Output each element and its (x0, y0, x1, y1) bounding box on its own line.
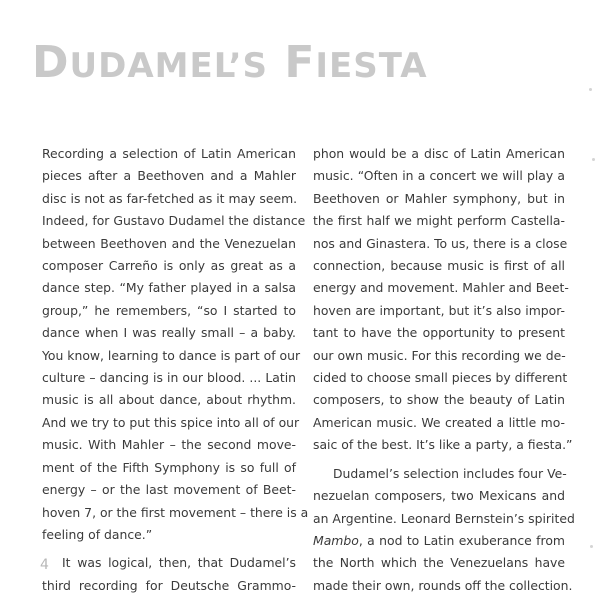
body-line: composers, to show the beauty of Latin (313, 392, 565, 408)
title-word-1-initial: D (32, 37, 70, 88)
scan-speck (592, 158, 595, 161)
body-line: disc is not as far-fetched as it may seem. (42, 190, 298, 206)
body-line: energy – or the last movement of Beet- (42, 482, 296, 498)
body-line: It was logical, then, that Dudamel’s (62, 555, 296, 571)
body-line (313, 530, 565, 552)
body-line: music. With Mahler – the second move- (42, 437, 296, 453)
body-line: dance when I was really small – a baby. (42, 325, 296, 341)
title-word-2-initial: F (284, 37, 316, 88)
body-line: Indeed, for Gustavo Dudamel the distance (42, 213, 306, 229)
body-line: between Beethoven and the Venezuelan (42, 235, 296, 251)
body-line: And we try to put this spice into all of our (42, 414, 300, 430)
body-line: energy and movement. Mahler and Beet- (313, 280, 569, 296)
body-line: ment of the Fifth Symphony is so full of (42, 459, 296, 475)
body-line-rest: , a nod to Latin exuberance from (358, 532, 565, 548)
body-line: You know, learning to dance is part of our (42, 347, 301, 363)
body-line: music is all about dance, about rhythm. (42, 392, 296, 408)
body-line: culture – dancing is in our blood. ... Latin (42, 370, 296, 386)
body-line: group,” he remembers, “so I started to (42, 302, 296, 318)
body-line: the North which the Venezuelans have (313, 555, 565, 571)
body-line: nos and Ginastera. To us, there is a close (313, 235, 568, 251)
body-line: phon would be a disc of Latin American (313, 146, 565, 161)
scan-speck (589, 88, 592, 91)
body-line: our own music. For this recording we de- (313, 347, 566, 363)
body-line: connection, because music is first of all (313, 258, 565, 274)
right-column (313, 143, 575, 597)
body-line: the first half we might perform Castella- (313, 213, 565, 229)
body-line: saic of the best. It’s like a party, a fiesta.” (313, 437, 573, 453)
page-title (32, 38, 572, 91)
body-line: Beethoven or Mahler symphony, but in (313, 190, 565, 206)
left-column (42, 143, 309, 597)
body-line: feeling of dance.” (42, 526, 153, 542)
body-line: nezuelan composers, two Mexicans and (313, 488, 565, 504)
body-line: hoven 7, or the first movement – there is a (42, 504, 309, 520)
body-line: Recording a selection of Latin American (42, 146, 296, 161)
body-line: third recording for Deutsche Grammo- (42, 577, 296, 593)
body-line: music. “Often in a concert we will play a (313, 168, 565, 184)
body-line: made their own, rounds off the collection. (313, 577, 573, 593)
body-line: Dudamel’s selection includes four Ve- (333, 465, 567, 481)
body-line: American music. We created a little mo- (313, 414, 565, 430)
work-title: Mambo (313, 532, 359, 548)
scan-speck (590, 545, 593, 548)
title-word-1-rest: UDAMEL’S (69, 46, 268, 86)
body-line: an Argentine. Leonard Bernstein’s spirited (313, 510, 575, 526)
body-line: composer Carreño is only as great as a (42, 258, 296, 274)
body-line: hoven are important, but it’s also impor- (313, 302, 565, 318)
body-line: pieces after a Beethoven and a Mahler (42, 168, 296, 184)
page-number: 4 (40, 557, 49, 573)
body-line: dance step. “My father played in a salsa (42, 280, 296, 296)
body-line: tant to have the opportunity to present (313, 325, 565, 341)
title-word-2-rest: IESTA (315, 46, 428, 86)
body-line: cided to choose small pieces by different (313, 370, 568, 386)
